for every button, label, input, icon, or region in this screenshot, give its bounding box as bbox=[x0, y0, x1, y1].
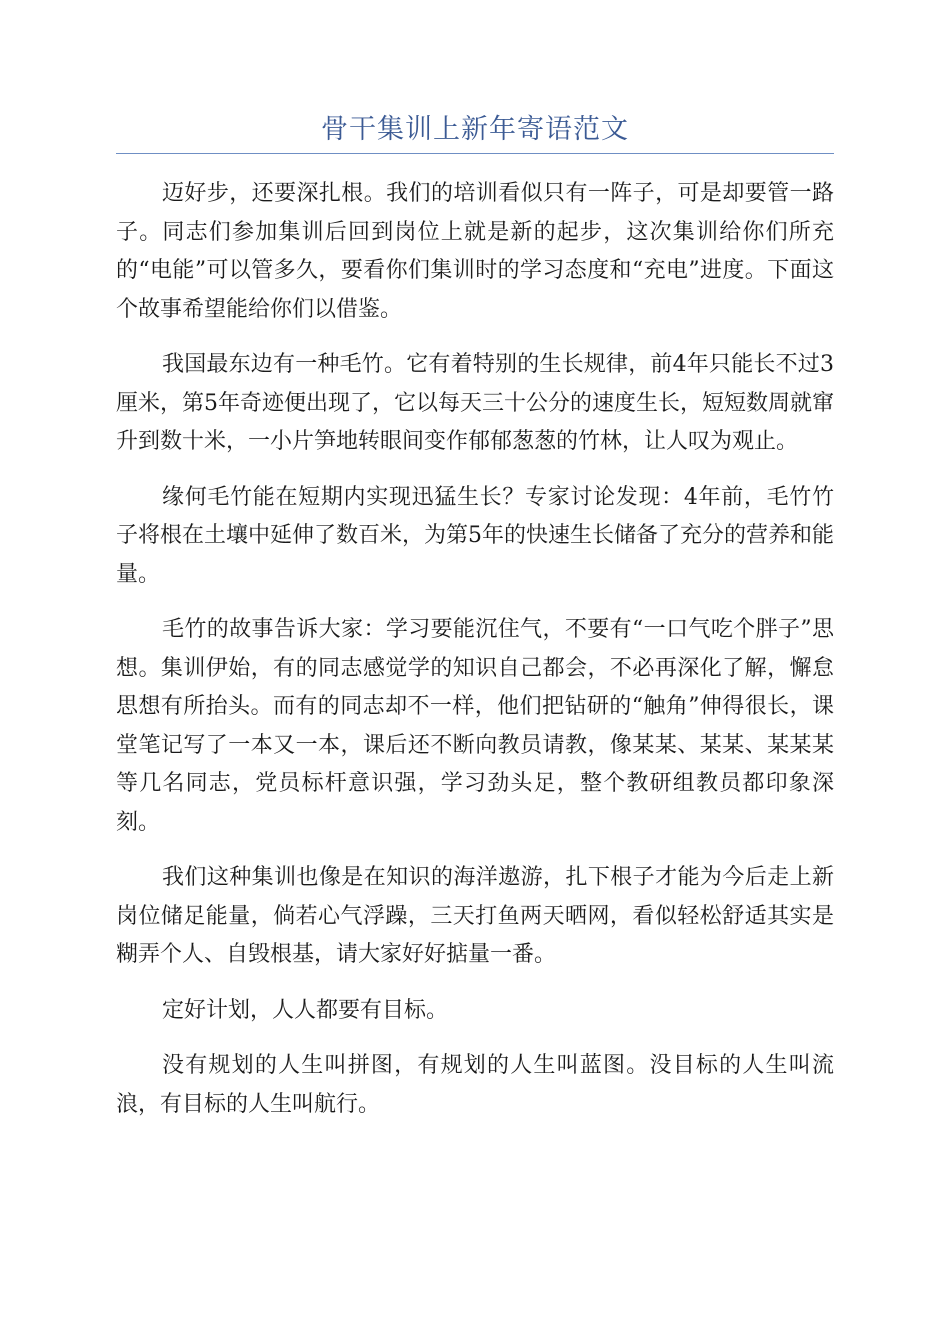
paragraph: 我们这种集训也像是在知识的海洋遨游，扎下根子才能为今后走上新岗位储足能量，倘若心气浮躁，三天打鱼两天晒网，看似轻松舒适其实是糊弄个人、自毁根基，请大家好好掂量一番。 bbox=[116, 865, 834, 967]
paragraph: 我国最东边有一种毛竹。它有着特别的生长规律，前4年只能长不过3厘米，第5年奇迹便出现了，它以每天三十公分的速度生长，短短数周就窜升到数十米，一小片笋地转眼间变作郁郁葱葱的竹林，让人叹为观止。 bbox=[116, 352, 834, 454]
paragraph: 没有规划的人生叫拼图，有规划的人生叫蓝图。没目标的人生叫流浪，有目标的人生叫航行。 bbox=[116, 1053, 834, 1117]
paragraph: 迈好步，还要深扎根。我们的培训看似只有一阵子，可是却要管一路子。同志们参加集训后回到岗位上就是新的起步，这次集训给你们所充的“电能”可以管多久，要看你们集训时的学习态度和“充电”进度。下面这个故事希望能给你们以借鉴。 bbox=[116, 181, 834, 322]
document-body bbox=[116, 175, 834, 1141]
document-title: 骨干集训上新年寄语范文 bbox=[321, 114, 629, 145]
paragraph: 定好计划，人人都要有目标。 bbox=[162, 997, 449, 1023]
title-underline bbox=[116, 153, 834, 154]
paragraph: 毛竹的故事告诉大家：学习要能沉住气，不要有“一口气吃个胖子”思想。集训伊始，有的同志感觉学的知识自己都会，不必再深化了解，懈怠思想有所抬头。而有的同志却不一样，他们把钻研的“触角”伸得很长，课堂笔记写了一本又一本，课后还不断向教员请教，像某某、某某、某某某等几名同志，党员标杆意识强，学习劲头足，整个教研组教员都印象深刻。 bbox=[116, 617, 834, 835]
paragraph: 缘何毛竹能在短期内实现迅猛生长？专家讨论发现：4年前，毛竹竹子将根在土壤中延伸了数百米，为第5年的快速生长储备了充分的营养和能量。 bbox=[116, 484, 834, 587]
